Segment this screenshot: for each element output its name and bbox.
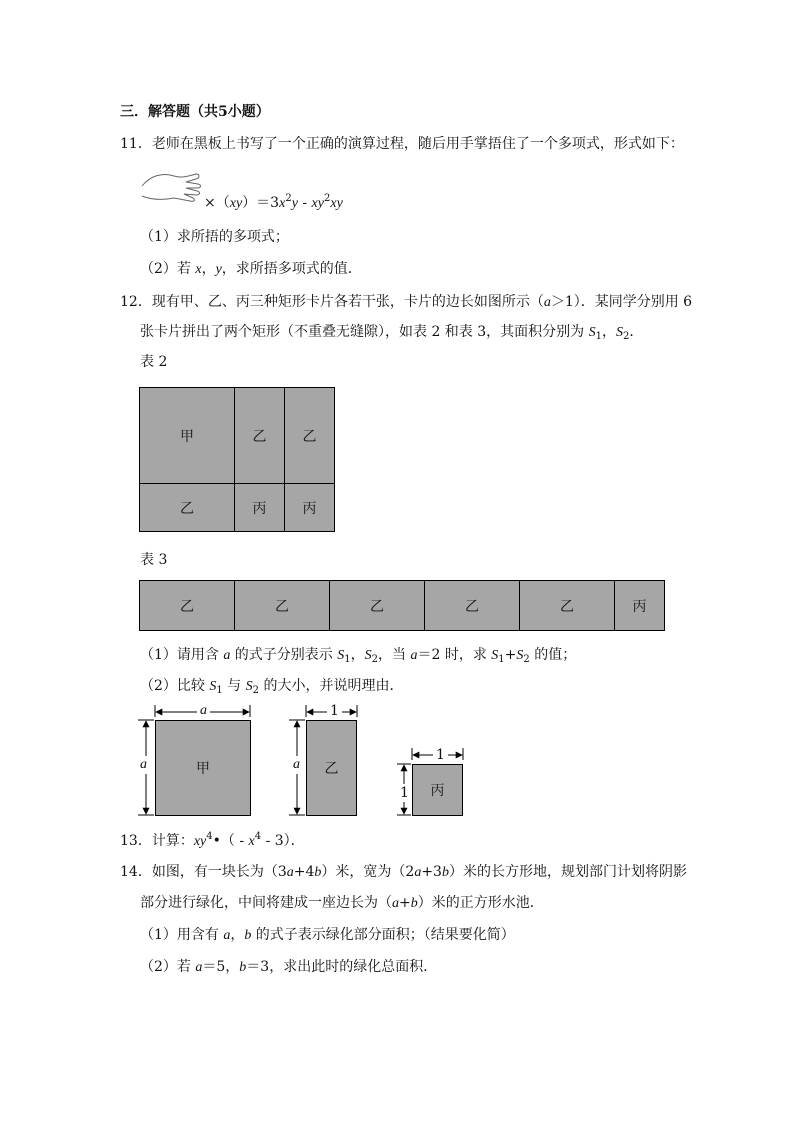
- question-12-part-1: （1）请用含 a 的式子分别表示 $S_1$，$S_2$，当 a＝2 时，求 $S_1+S_2$ 的值；: [140, 647, 577, 665]
- table-3-label: 表 3: [140, 552, 168, 568]
- palm-hand-icon: [140, 168, 202, 206]
- card-bing: 丙: [412, 764, 463, 816]
- question-number: 13．: [120, 833, 152, 849]
- question-number: 11．: [120, 136, 152, 152]
- table-2-cell: 乙: [234, 387, 285, 484]
- card-yi-top-label: 1: [327, 704, 342, 718]
- table-2-cell: 甲: [139, 387, 235, 484]
- section-title: 三．解答题（共5小题）: [120, 104, 270, 120]
- question-12-part-2: （2）比较 $S_1$ 与 $S_2$ 的大小，并说明理由．: [140, 678, 404, 696]
- card-yi: 乙: [306, 720, 357, 816]
- table-3-cell: 乙: [424, 580, 520, 631]
- table-3-cell: 乙: [139, 580, 235, 631]
- card-bing-side-label: 1: [400, 785, 409, 801]
- card-jia-side-label: a: [140, 757, 147, 772]
- question-14-line-2: 部分进行绿化，中间将建成一座边长为（a+b）米的正方形水池．: [140, 895, 544, 911]
- card-jia: 甲: [155, 720, 251, 816]
- card-jia-top-label: a: [197, 704, 210, 718]
- question-11-text: 11．老师在黑板上书写了一个正确的演算过程，随后用手掌捂住了一个多项式，形式如下：: [120, 136, 684, 152]
- question-14-line-1: 14．如图，有一块长为（3a+4b）米，宽为（2a+3b）米的长方形地，规划部门计划将阴影: [120, 864, 687, 880]
- table-3-cell: 乙: [234, 580, 330, 631]
- table-3-cell: 乙: [519, 580, 615, 631]
- question-14-part-2: （2）若 a＝5，b＝3，求出此时的绿化总面积．: [140, 959, 438, 975]
- question-11-part-2: （2）若 x，y，求所捂多项式的值．: [140, 261, 362, 277]
- card-bing-top-label: 1: [433, 748, 448, 762]
- table-2-cell: 丙: [284, 483, 335, 532]
- table-2-label: 表 2: [140, 354, 168, 370]
- question-13: 13．计算：$xy^4•( - x^4 - 3)$．: [120, 831, 305, 849]
- table-3-cell: 丙: [614, 580, 665, 631]
- question-11-equation: $\times(xy)=3x^2y - xy^2xy$: [204, 193, 343, 211]
- question-11-part-1: （1）求所捂的多项式；: [140, 229, 289, 245]
- question-number: 12．: [120, 294, 152, 310]
- table-2-cell: 乙: [284, 387, 335, 484]
- question-14-part-1: （1）用含有 a，b 的式子表示绿化部分面积；（结果要化简）: [140, 927, 515, 943]
- question-12-line-1: 12．现有甲、乙、丙三种矩形卡片各若干张，卡片的边长如图所示（a＞1）．某同学分别用 6: [120, 294, 693, 310]
- table-2-cell: 丙: [234, 483, 285, 532]
- question-number: 14．: [120, 864, 152, 880]
- question-12-line-2: 张卡片拼出了两个矩形（不重叠无缝隙），如表 2 和表 3，其面积分别为 $S_1$，$S_2$．: [140, 324, 644, 342]
- table-2-cell: 乙: [139, 483, 235, 532]
- card-yi-side-label: a: [293, 757, 300, 772]
- table-3-cell: 乙: [329, 580, 425, 631]
